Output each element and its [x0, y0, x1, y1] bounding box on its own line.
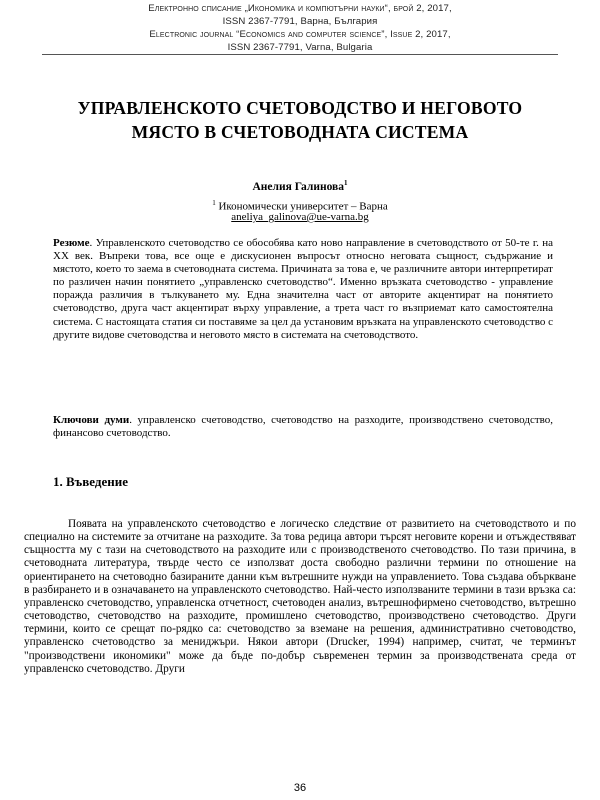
author-email-link[interactable]: aneliya_galinova@ue-varna.bg	[231, 211, 369, 223]
author-name	[0, 176, 600, 194]
author-email	[0, 211, 600, 224]
abstract-label: Резюме	[53, 237, 90, 249]
abstract	[53, 237, 553, 342]
journal-header-line-3: Electronic journal “Economics and computer science”, Issue 2, 2017,	[149, 29, 451, 40]
journal-header-line-4: ISSN 2367-7791, Varna, Bulgaria	[227, 42, 373, 53]
section-heading: 1. Въведение	[53, 474, 128, 489]
author-name-text: Анелия Галинова	[252, 180, 344, 193]
affiliation-text: Икономически университет – Варна	[218, 200, 388, 213]
keywords-text: . управленско счетоводство, счетоводство на разходите, производствено счетоводство, финансово счетоводство.	[53, 414, 554, 440]
author-footnote-mark: 1	[344, 179, 348, 187]
keywords	[53, 414, 553, 440]
paper-title-line-1: УПРАВЛЕНСКОТО СЧЕТОВОДСТВО И НЕГОВОТО	[77, 98, 523, 118]
paper-title-line-2: МЯСТО В СЧЕТОВОДНАТА СИСТЕМА	[131, 122, 469, 142]
journal-header	[0, 2, 600, 54]
keywords-label: Ключови думи	[53, 414, 130, 426]
journal-header-line-2: ISSN 2367-7791, Варна, България	[222, 16, 378, 27]
journal-header-line-1: Електронно списание „Икономика и компютърни науки“, брой 2, 2017,	[148, 3, 452, 14]
affiliation-footnote-mark: 1	[212, 199, 216, 207]
paper-title	[24, 96, 576, 144]
abstract-text: . Управленското счетоводство се обособява като ново направление в счетоводството от 50-те г. на XX век. Въпреки това, все още е дискусионен въпросът относно неговата същност, съдържание и мястото, което то заема в счетоводната система. Причината за това е, че различните автори интерпретират по различен начин понятието „управленско счетоводство“. Именно връзката счетоводство - управление поражда различия в тълкуването му. Една значителна част от авторите акцентират на понятието счетоводство, друга част акцентират върху управление, а трета част го възприемат като самостоятелна система. С настоящата статия си поставяме за цел да установим връзката на управленското счетоводство с другите видове счетоводства и неговото място в системата на счетоводството.	[53, 237, 553, 341]
page-number: 36	[293, 782, 307, 794]
body-text	[24, 518, 576, 676]
body-paragraph: Появата на управленското счетоводство е логическо следствие от развитието на счетоводството и по специално на системите за отчитане на разходите. За това редица автори търсят неговите корени и отъждествяват същността му с тази на счетоводството на разходите или с производственото счетоводство. По тази причина, в счетоводната литература, твърде често се използват доста свободно различни термини по отношение на ориентирането на счетоводно базираните данни към вътрешните нужди на управлението. Това създава объркване в разбирането и в означаването на управленското счетоводство. Най-често използваните термини в тази връзка са: управленско счетоводство, управленска отчетност, счетоводен анализ, вътрешнофирмено счетоводство, вътрешно счетоводство, счетоводство на разходите, промишлено счетоводство, производствено счетоводство. Други термини, които се срещат по-рядко са: счетоводство за вземане на решения, административно счетоводство, управленско счетоводство за мениджъри. Някои автори (Drucker, 1994) например, считат, че терминът "производствени икономики" може да бъде по-добър съвременен термин за производствената среда от управленско счетоводство. Други	[24, 518, 576, 675]
header-divider	[42, 54, 558, 55]
